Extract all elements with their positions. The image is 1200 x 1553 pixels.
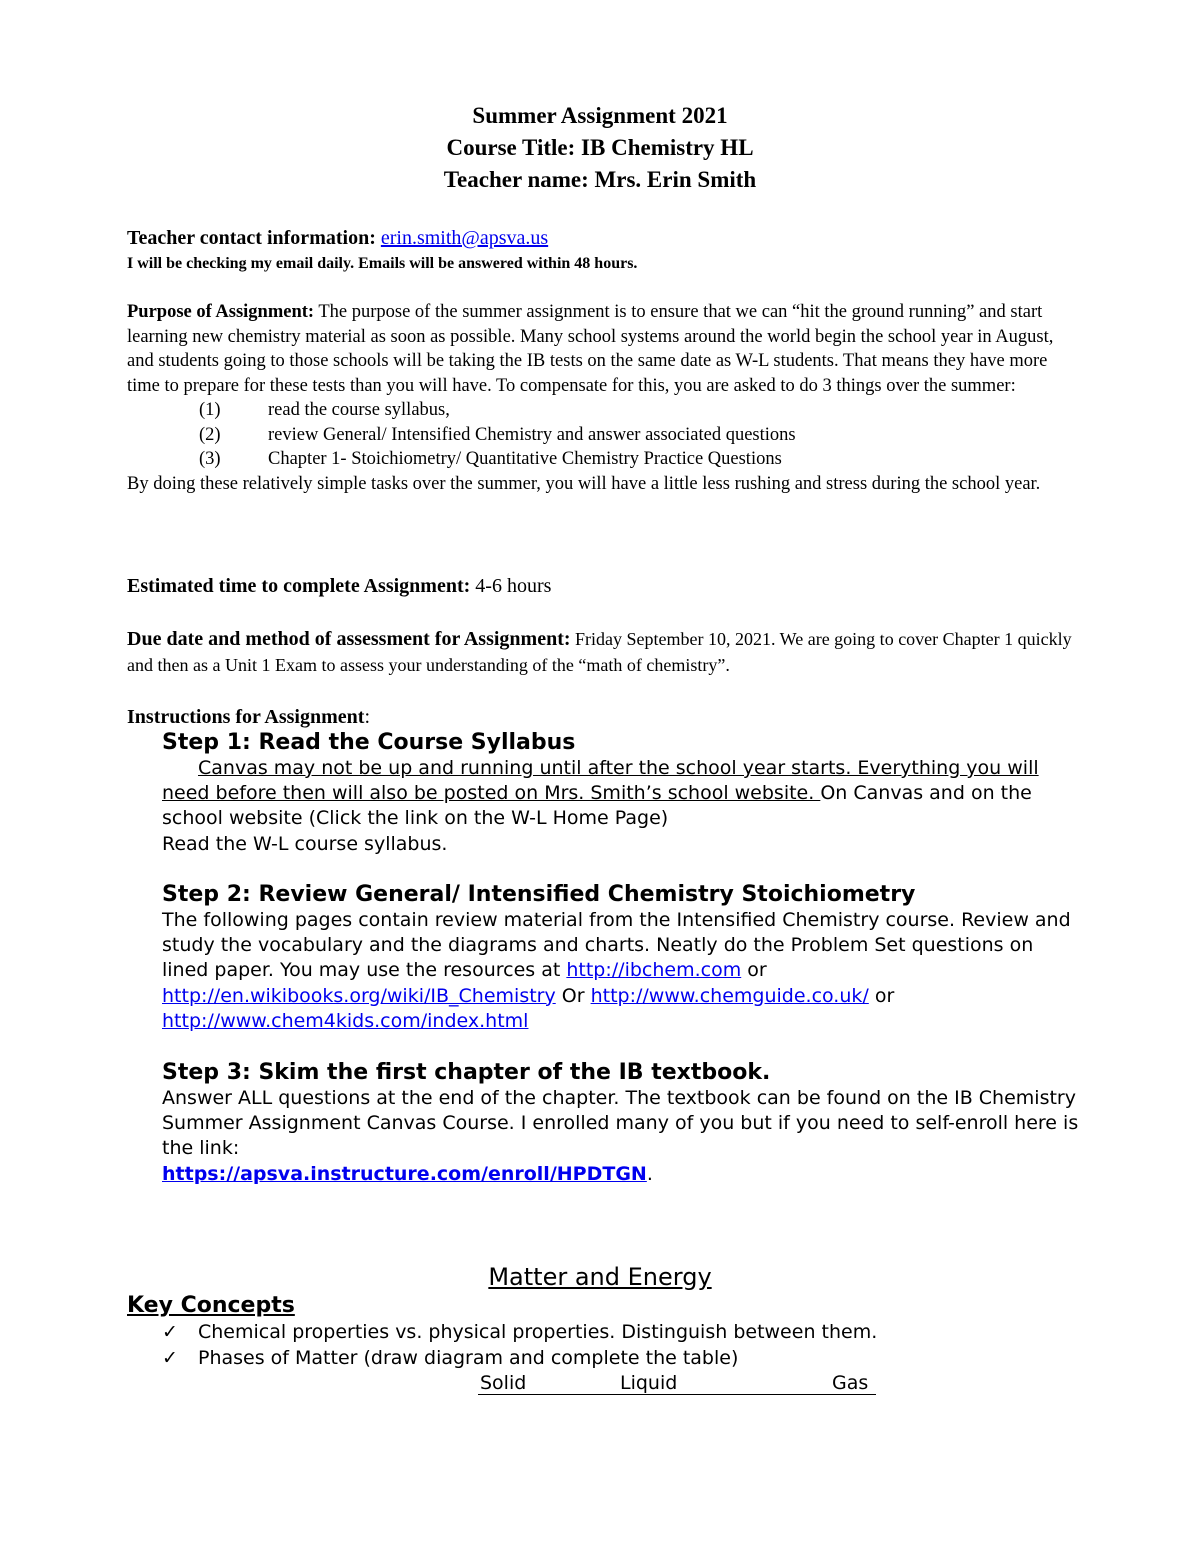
wikibooks-link[interactable]: http://en.wikibooks.org/wiki/IB_Chemistry bbox=[162, 984, 556, 1007]
purpose-item bbox=[127, 398, 1067, 423]
phase-solid: Solid bbox=[480, 1372, 527, 1394]
checkmark-icon: ✓ bbox=[162, 1321, 178, 1343]
purpose-section bbox=[127, 300, 1067, 496]
purpose-paragraph bbox=[127, 300, 1067, 398]
step-1-heading: Step 1: Read the Course Syllabus bbox=[162, 730, 576, 755]
link-separator: or bbox=[741, 959, 767, 982]
chem4kids-link[interactable]: http://www.chem4kids.com/index.html bbox=[162, 1009, 529, 1032]
instructions-colon: : bbox=[364, 706, 370, 728]
step-2 bbox=[162, 882, 1082, 1034]
course-title: Course Title: IB Chemistry HL bbox=[446, 135, 754, 160]
step-2-heading: Step 2: Review General/ Intensified Chemistry Stoichiometry bbox=[162, 882, 916, 907]
title-block bbox=[0, 100, 1200, 196]
email-notice: I will be checking my email daily. Emails will be answered within 48 hours. bbox=[127, 255, 638, 272]
checkmark-icon: ✓ bbox=[162, 1346, 178, 1369]
step-2-text bbox=[162, 908, 1082, 1034]
step-3-period: . bbox=[646, 1162, 653, 1185]
phase-table-underline bbox=[478, 1394, 876, 1395]
due-section bbox=[127, 626, 1077, 678]
step-3-link-line bbox=[162, 1162, 1082, 1187]
ibchem-link[interactable]: http://ibchem.com bbox=[566, 959, 742, 982]
chemguide-link[interactable]: http://www.chemguide.co.uk/ bbox=[590, 984, 869, 1007]
step-1-text bbox=[162, 756, 1082, 832]
instructions-label: Instructions for Assignment bbox=[127, 706, 365, 728]
step-1-underlined-text: Canvas may not be up and running until after the school year starts. Everything you will need before then will also be posted on Mrs. Smith’s school website. bbox=[162, 757, 1039, 805]
step-3 bbox=[162, 1060, 1082, 1187]
teacher-name: Teacher name: Mrs. Erin Smith bbox=[443, 167, 757, 192]
purpose-item-number: (2) bbox=[199, 424, 221, 445]
step-1-syllabus-line: Read the W-L course syllabus. bbox=[162, 832, 448, 855]
link-separator: Or bbox=[555, 984, 591, 1007]
instructions-heading bbox=[127, 704, 370, 730]
matter-energy-heading: Matter and Energy bbox=[488, 1263, 712, 1291]
purpose-item-text: read the course syllabus, bbox=[268, 400, 450, 420]
purpose-item-text: review General/ Intensified Chemistry and answer associated questions bbox=[268, 424, 796, 445]
step-3-heading: Step 3: Skim the first chapter of the IB textbook. bbox=[162, 1060, 771, 1085]
due-text: Friday September 10, 2021. We are going to cover Chapter 1 quickly and then as a Unit 1 Exam to assess your understanding of the “math of chemistry”. bbox=[127, 629, 1072, 675]
estimate-label: Estimated time to complete Assignment: bbox=[127, 575, 471, 597]
assignment-title: Summer Assignment 2021 bbox=[472, 103, 728, 128]
teacher-email-link[interactable]: erin.smith@apsva.us bbox=[380, 227, 549, 249]
canvas-enroll-link[interactable]: https://apsva.instructure.com/enroll/HPDTGN bbox=[162, 1162, 647, 1185]
step-2-body: The following pages contain review material from the Intensified Chemistry course. Review and study the vocabulary and the diagrams and charts. Neatly do the Problem Set questions on lined paper. You may use the resources at bbox=[162, 909, 1071, 982]
purpose-item-number: (3) bbox=[199, 449, 221, 469]
concept-text: Chemical properties vs. physical properties. Distinguish between them. bbox=[198, 1321, 878, 1343]
estimate-line bbox=[127, 572, 551, 600]
purpose-label: Purpose of Assignment: bbox=[127, 302, 315, 322]
purpose-item-number: (1) bbox=[199, 400, 221, 420]
contact-line bbox=[127, 224, 548, 252]
purpose-item bbox=[127, 423, 1067, 448]
phase-gas: Gas bbox=[832, 1372, 869, 1394]
step-1 bbox=[162, 730, 1082, 857]
key-concepts-heading: Key Concepts bbox=[127, 1293, 295, 1318]
step-3-text: Answer ALL questions at the end of the chapter. The textbook can be found on the IB Chemistry Summer Assignment Canvas Course. I enrolled many of you but if you need to self-enroll here is the link: bbox=[162, 1087, 1079, 1160]
purpose-item bbox=[127, 447, 1067, 472]
estimate-value: 4-6 hours bbox=[470, 575, 552, 597]
phase-liquid: Liquid bbox=[620, 1372, 678, 1394]
purpose-item-text: Chapter 1- Stoichiometry/ Quantitative Chemistry Practice Questions bbox=[268, 449, 782, 469]
link-separator: or bbox=[868, 984, 895, 1007]
step-1-rest-text: On Canvas and on the school website (Click the link on the W-L Home Page) bbox=[162, 782, 1032, 830]
purpose-closing: By doing these relatively simple tasks over the summer, you will have a little less rushing and stress during the school year. bbox=[127, 473, 1041, 494]
due-label: Due date and method of assessment for Assignment: bbox=[127, 628, 571, 650]
purpose-text: The purpose of the summer assignment is to ensure that we can “hit the ground running” and start learning new chemistry material as soon as possible. Many school systems around the world begin the school year in August, and students going to those schools will be taking the IB tests on the same date as W-L students. That means they have more time to prepare for these tests than you will have. To compensate for this, you are asked to do 3 things over the summer: bbox=[127, 302, 1054, 396]
concept-text: Phases of Matter (draw diagram and complete the table) bbox=[198, 1346, 739, 1369]
contact-label: Teacher contact information: bbox=[127, 227, 376, 249]
